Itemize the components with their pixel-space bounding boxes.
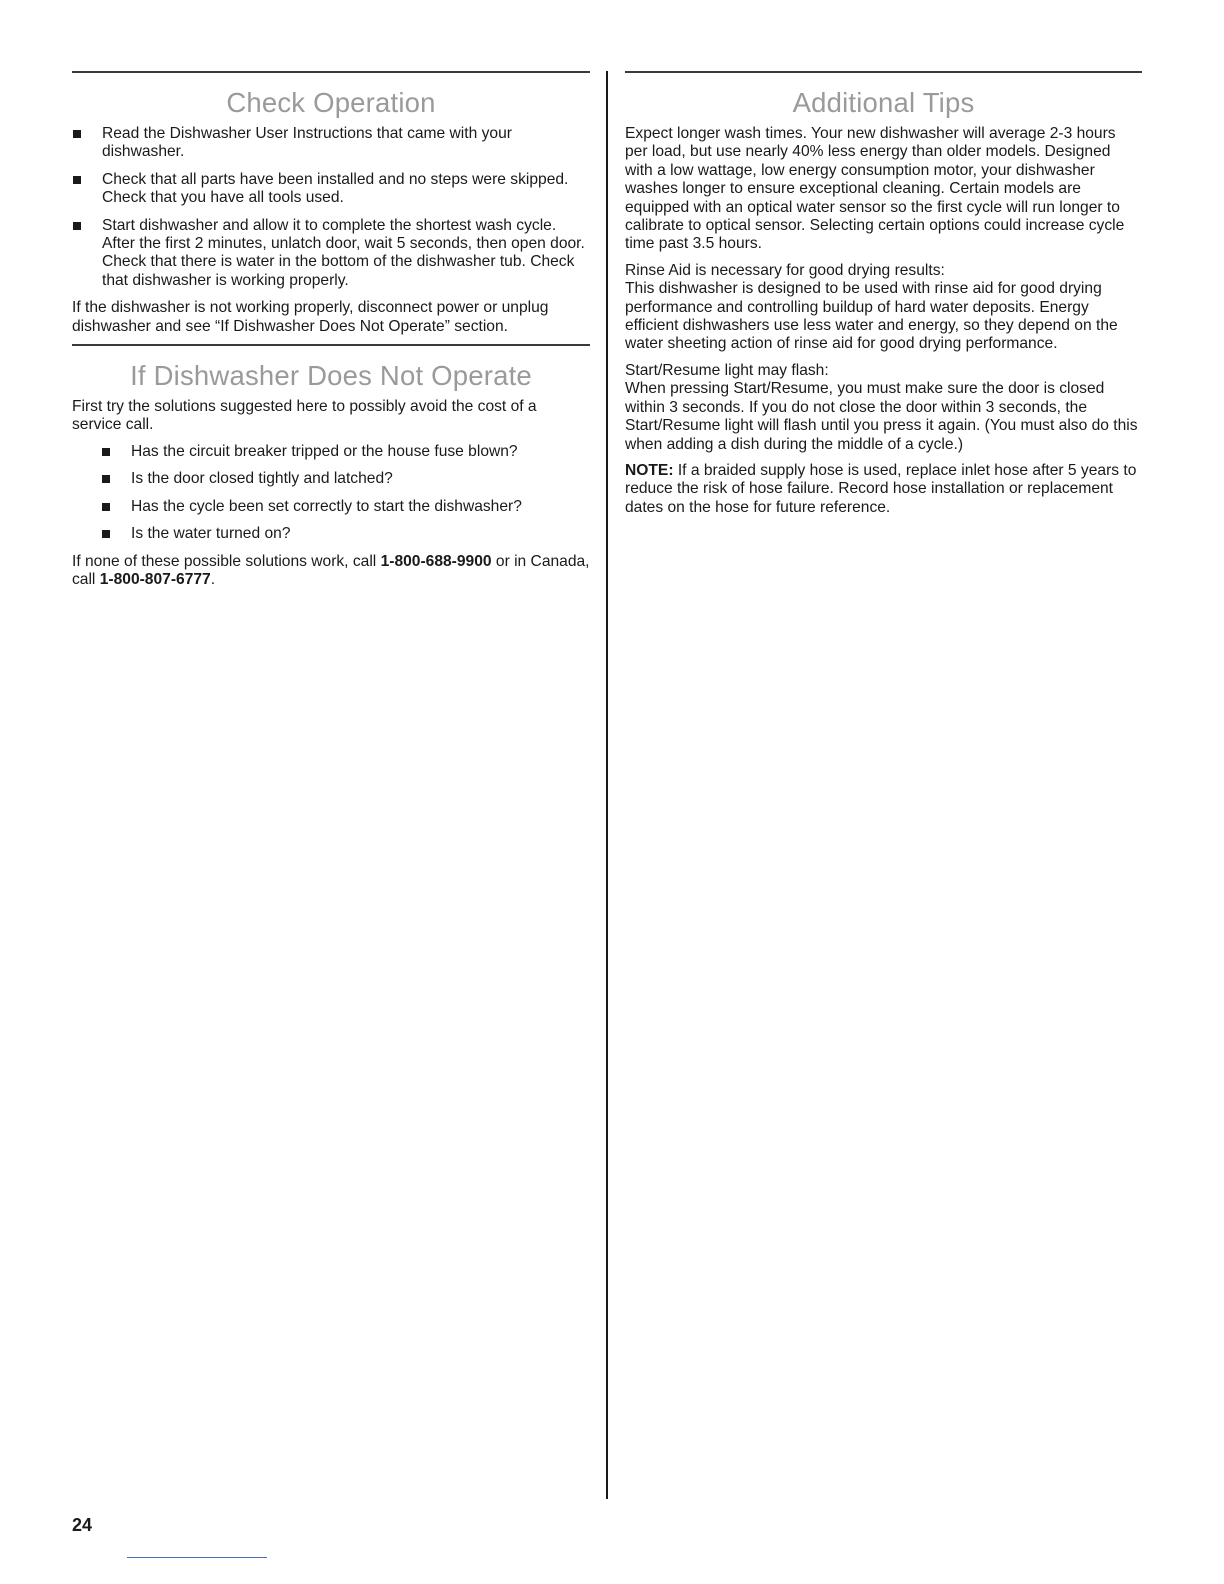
check-operation-note: If the dishwasher is not working properly, disconnect power or unplug dishwasher and see “If Dishwasher Does Not Operate” section. bbox=[72, 299, 549, 335]
list-item: Check that all parts have been installed and no steps were skipped. Check that you have all tools used. bbox=[72, 171, 590, 208]
square-bullet-icon bbox=[102, 530, 110, 538]
note-paragraph: NOTE: If a braided supply hose is used, replace inlet hose after 5 years to reduce the risk of hose failure. Record hose installation or replacement dates on the hose for future reference. bbox=[625, 461, 1137, 516]
square-bullet-icon bbox=[73, 130, 81, 138]
square-bullet-icon bbox=[102, 475, 110, 483]
does-not-operate-list bbox=[72, 443, 590, 544]
additional-tips-heading: Additional Tips bbox=[792, 87, 975, 118]
section-rule-does-not-operate bbox=[72, 344, 590, 346]
list-item: Has the circuit breaker tripped or the house fuse blown? bbox=[72, 443, 590, 461]
right-column bbox=[625, 71, 1142, 525]
left-column bbox=[72, 71, 590, 597]
list-item: Has the cycle been set correctly to start the dishwasher? bbox=[72, 498, 590, 516]
check-operation-list bbox=[72, 125, 590, 290]
service-call-text: If none of these possible solutions work, call 1-800-688-9900 or in Canada, call 1-800-807-6777. bbox=[72, 552, 590, 588]
does-not-operate-heading: If Dishwasher Does Not Operate bbox=[130, 360, 532, 392]
square-bullet-icon bbox=[73, 222, 81, 230]
section-rule-additional-tips bbox=[625, 71, 1142, 73]
check-operation-heading: Check Operation bbox=[226, 87, 436, 118]
footer-line bbox=[127, 1557, 267, 1558]
phone-canada: 1-800-807-6777 bbox=[99, 570, 211, 588]
list-item: Is the water turned on? bbox=[72, 525, 590, 543]
note-label: NOTE: bbox=[625, 461, 674, 479]
list-item: Is the door closed tightly and latched? bbox=[72, 470, 590, 488]
rinse-aid-paragraph: Rinse Aid is necessary for good drying results: This dishwasher is designed to be used with rinse aid for good drying performance and controlling buildup of hard water deposits. Energy efficient dishwashers use less water and energy, so they depend on the water sheeting action of rinse aid for good drying performance. bbox=[625, 261, 1118, 353]
wash-times-paragraph: Expect longer wash times. Your new dishwasher will average 2-3 hours per load, but use nearly 40% less energy than older models. Designed with a low wattage, low energy consumption motor, your dishwasher washes longer to ensure exceptional cleaning. Certain models are equipped with an optical water sensor so the first cycle will run longer to calibrate to optical sensor. Selecting certain options could increase cycle time past 3.5 hours. bbox=[625, 125, 1125, 253]
phone-us: 1-800-688-9900 bbox=[380, 552, 492, 570]
list-item: Read the Dishwasher User Instructions that came with your dishwasher. bbox=[72, 125, 590, 162]
section-rule-check-operation bbox=[72, 71, 590, 73]
page-number: 24 bbox=[72, 1515, 93, 1535]
light-flash-paragraph: Start/Resume light may flash: When pressing Start/Resume, you must make sure the door is closed within 3 seconds. If you do not close the door within 3 seconds, the Start/Resume light will flash until you press it again. (You must also do this when adding a dish during the middle of a cycle.) bbox=[625, 361, 1138, 453]
square-bullet-icon bbox=[73, 176, 81, 184]
square-bullet-icon bbox=[102, 448, 110, 456]
square-bullet-icon bbox=[102, 503, 110, 511]
column-divider bbox=[606, 71, 608, 1499]
does-not-operate-intro: First try the solutions suggested here to possibly avoid the cost of a service call. bbox=[72, 398, 537, 434]
list-item: Start dishwasher and allow it to complete the shortest wash cycle. After the first 2 minutes, unlatch door, wait 5 seconds, then open door. Check that there is water in the bottom of the dishwasher tub. Check that dishwasher is working properly. bbox=[72, 217, 590, 291]
